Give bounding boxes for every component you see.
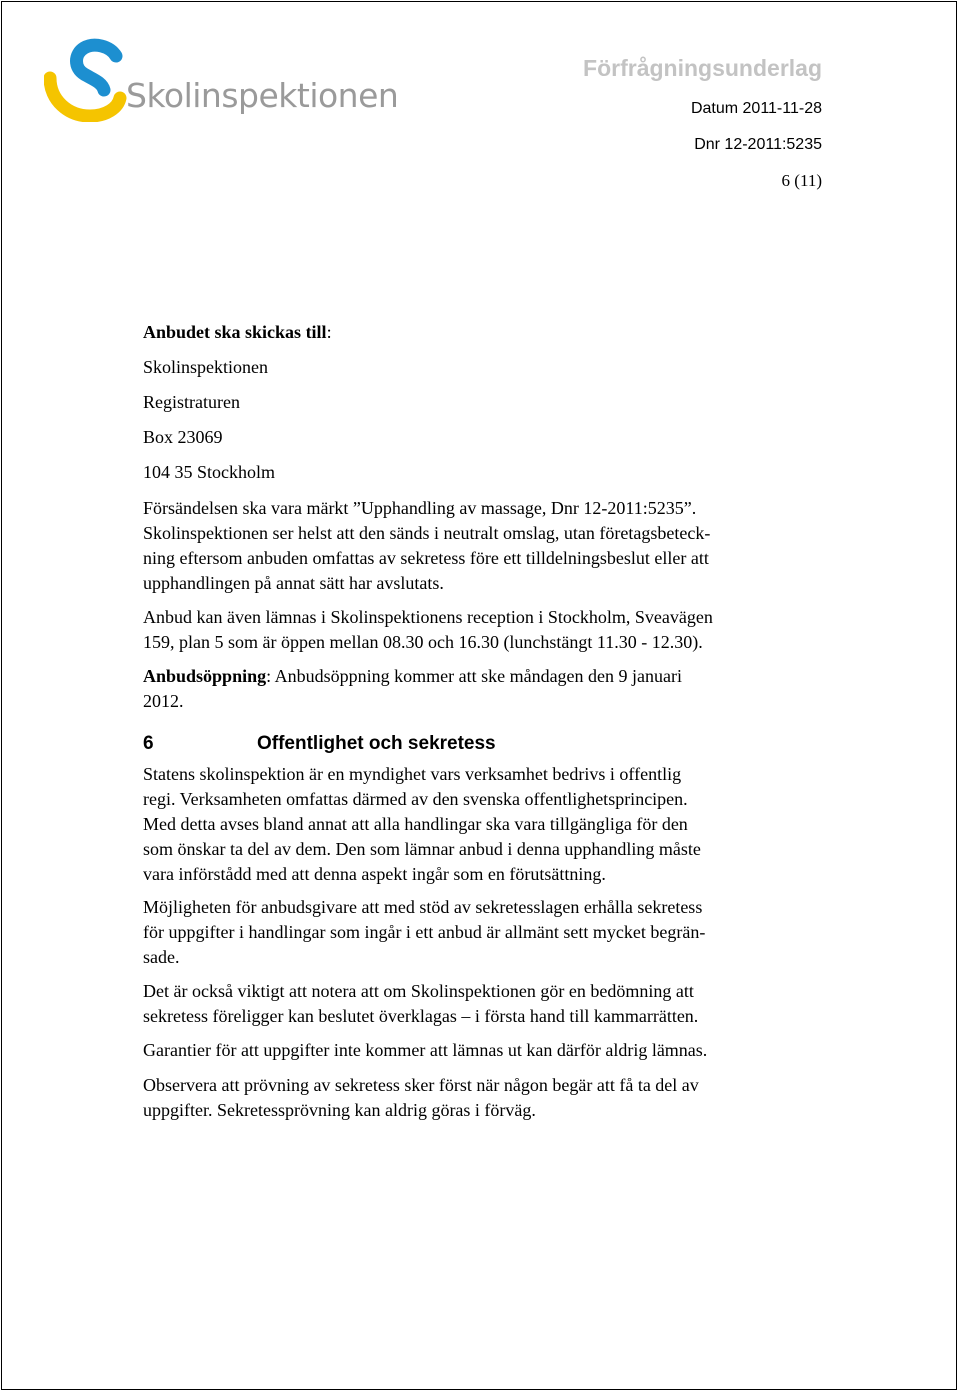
section-heading — [143, 733, 496, 755]
paragraph-line: som önskar ta del av dem. Den som lämnar anbud i denna upphandling måste — [143, 839, 701, 859]
page-number: 6 (11) — [781, 171, 822, 190]
address-line: Skolinspektionen — [143, 357, 268, 377]
address-label-colon: : — [326, 322, 332, 342]
logo-text: Skolinspektionen — [126, 76, 399, 115]
address-line: Box 23069 — [143, 427, 223, 447]
paragraph-line — [143, 664, 823, 689]
paragraph-line: Statens skolinspektion är en myndighet vars verksamhet bedrivs i offentlig — [143, 764, 682, 784]
paragraph-line: regi. Verksamheten omfattas därmed av den svenska offentlighetsprincipen. — [143, 789, 688, 809]
section-number: 6 — [143, 733, 154, 754]
paragraph-line: sade. — [143, 947, 180, 967]
body-paragraph — [143, 1038, 823, 1063]
body-paragraph — [143, 895, 823, 970]
paragraph-line: Försändelsen ska vara märkt ”Upphandling av massage, Dnr 12-2011:5235”. — [143, 498, 697, 518]
paragraph-line: Garantier för att uppgifter inte kommer att lämnas ut kan därför aldrig lämnas. — [143, 1040, 708, 1060]
address-label — [143, 322, 332, 343]
paragraph-line: Skolinspektionen ser helst att den sänds i neutralt omslag, utan företagsbeteck- — [143, 523, 711, 543]
paragraph-line: 2012. — [143, 691, 184, 711]
paragraph-line: ning eftersom anbuden omfattas av sekretess före ett tilldelningsbeslut eller att — [143, 548, 709, 568]
document-number: Dnr 12-2011:5235 — [694, 136, 822, 153]
reception-paragraph — [143, 605, 823, 655]
address-line: Registraturen — [143, 392, 240, 412]
paragraph-line: upphandlingen på annat sätt har avslutats. — [143, 573, 444, 593]
paragraph-line: för uppgifter i handlingar som ingår i ett anbud är allmänt sett mycket begrän- — [143, 922, 706, 942]
paragraph-line: Observera att prövning av sekretess sker först när någon begär att få ta del av — [143, 1075, 699, 1095]
paragraph-line: Möjligheten för anbudsgivare att med stöd av sekretesslagen erhålla sekretess — [143, 897, 703, 917]
body-paragraph — [143, 1073, 823, 1123]
paragraph-line: uppgifter. Sekretessprövning kan aldrig göras i förväg. — [143, 1100, 536, 1120]
paragraph-line: 159, plan 5 som är öppen mellan 08.30 och 16.30 (lunchstängt 11.30 - 12.30). — [143, 632, 703, 652]
document-type: Förfrågningsunderlag — [583, 55, 822, 81]
paragraph-line: vara införstådd med att denna aspekt ingår som en förutsättning. — [143, 864, 606, 884]
paragraph-line: Med detta avses bland annat att alla handlingar ska vara tillgängliga för den — [143, 814, 688, 834]
address-label-bold: Anbudet ska skickas till — [143, 322, 327, 342]
address-line: 104 35 Stockholm — [143, 462, 276, 482]
marking-paragraph — [143, 496, 823, 596]
body-paragraph — [143, 762, 823, 887]
paragraph-line: Det är också viktigt att notera att om Skolinspektionen gör en bedömning att — [143, 981, 694, 1001]
section-title: Offentlighet och sekretess — [257, 733, 496, 754]
document-date: Datum 2011-11-28 — [690, 100, 822, 117]
paragraph-line: Anbud kan även lämnas i Skolinspektionens reception i Stockholm, Sveavägen — [143, 607, 713, 627]
opening-label: Anbudsöppning — [143, 666, 267, 686]
paragraph-line: sekretess föreligger kan beslutet överklagas – i första hand till kammarrätten. — [143, 1006, 699, 1026]
body-paragraph — [143, 979, 823, 1029]
opening-paragraph — [143, 664, 823, 714]
opening-text: : Anbudsöppning kommer att ske måndagen den 9 januari — [266, 666, 683, 686]
